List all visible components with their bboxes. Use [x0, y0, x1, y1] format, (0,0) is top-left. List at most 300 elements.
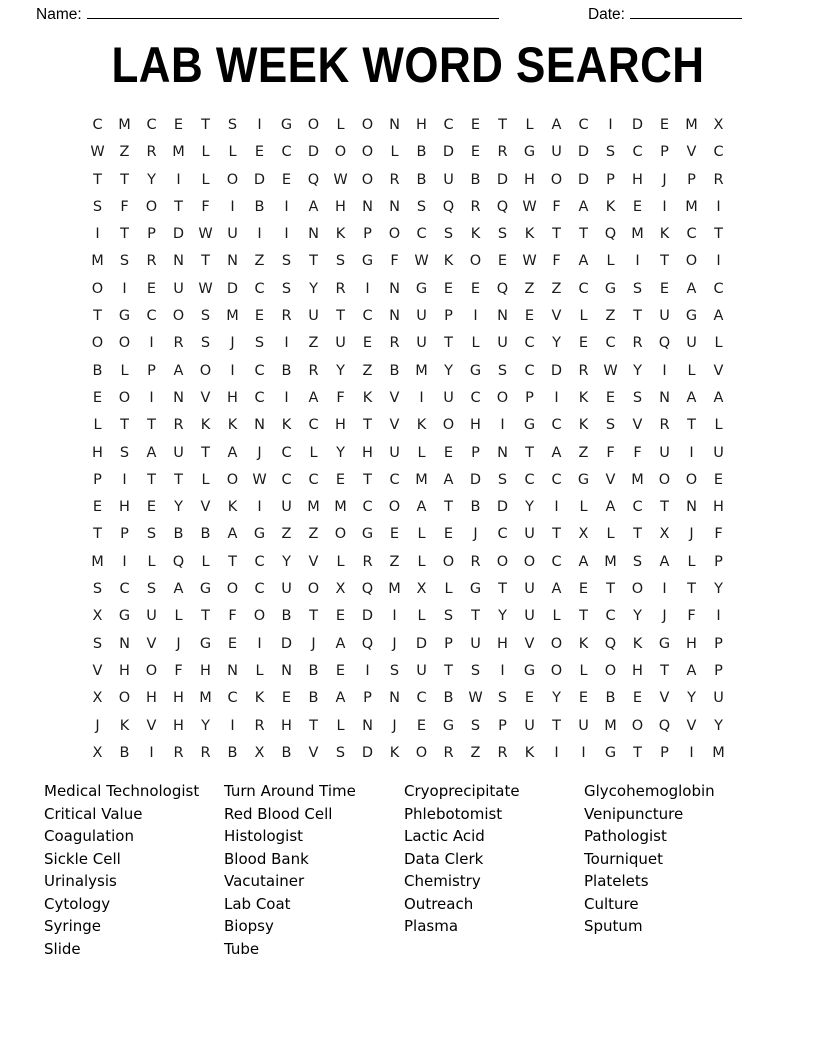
word-list-item[interactable]: Chemistry: [404, 872, 481, 890]
grid-cell[interactable]: E: [659, 117, 670, 133]
grid-cell[interactable]: C: [92, 117, 103, 133]
grid-cell[interactable]: E: [470, 117, 481, 133]
grid-cell[interactable]: A: [335, 690, 346, 707]
grid-cell[interactable]: K: [524, 744, 535, 761]
grid-cell[interactable]: T: [336, 308, 345, 325]
grid-cell[interactable]: K: [227, 417, 238, 434]
grid-cell[interactable]: K: [659, 226, 670, 243]
grid-cell[interactable]: M: [118, 117, 131, 133]
grid-cell[interactable]: L: [714, 417, 723, 434]
grid-cell[interactable]: U: [389, 444, 400, 461]
grid-cell[interactable]: P: [363, 226, 372, 243]
grid-cell[interactable]: E: [605, 389, 616, 406]
grid-cell[interactable]: L: [93, 417, 102, 434]
grid-cell[interactable]: W: [603, 362, 618, 379]
grid-cell[interactable]: N: [362, 198, 373, 215]
grid-cell[interactable]: B: [308, 690, 319, 707]
grid-cell[interactable]: T: [444, 335, 453, 352]
grid-cell[interactable]: K: [524, 226, 535, 243]
grid-cell[interactable]: F: [174, 662, 183, 679]
grid-cell[interactable]: T: [552, 717, 561, 734]
grid-cell[interactable]: I: [257, 226, 262, 243]
word-list-item[interactable]: Plasma: [404, 917, 459, 935]
grid-cell[interactable]: H: [470, 417, 481, 434]
grid-cell[interactable]: I: [554, 499, 559, 516]
word-list-item[interactable]: Tube: [224, 939, 260, 958]
word-list-item[interactable]: Vacutainer: [224, 872, 305, 890]
grid-cell[interactable]: Y: [174, 499, 183, 516]
grid-cell[interactable]: O: [253, 608, 266, 625]
grid-cell[interactable]: L: [309, 444, 318, 461]
grid-cell[interactable]: O: [604, 662, 617, 679]
grid-cell[interactable]: C: [524, 335, 535, 352]
grid-cell[interactable]: E: [578, 335, 589, 352]
grid-cell[interactable]: C: [227, 690, 238, 707]
grid-cell[interactable]: E: [632, 198, 643, 215]
grid-cell[interactable]: W: [90, 144, 105, 161]
grid-cell[interactable]: M: [685, 117, 698, 133]
grid-cell[interactable]: L: [201, 471, 210, 488]
grid-cell[interactable]: L: [201, 171, 210, 188]
grid-cell[interactable]: B: [416, 171, 427, 188]
word-list-item[interactable]: Outreach: [404, 894, 474, 913]
grid-cell[interactable]: R: [443, 744, 454, 761]
grid-cell[interactable]: H: [713, 499, 724, 516]
grid-cell[interactable]: K: [227, 499, 238, 516]
grid-cell[interactable]: C: [524, 362, 535, 379]
grid-cell[interactable]: L: [417, 608, 426, 625]
grid-cell[interactable]: I: [365, 662, 370, 679]
grid-cell[interactable]: O: [307, 581, 320, 598]
grid-cell[interactable]: O: [91, 280, 104, 297]
grid-cell[interactable]: E: [254, 308, 265, 325]
grid-cell[interactable]: Q: [658, 335, 671, 352]
grid-cell[interactable]: G: [469, 362, 482, 379]
grid-cell[interactable]: W: [252, 471, 267, 488]
grid-cell[interactable]: W: [522, 253, 537, 270]
grid-cell[interactable]: Y: [633, 362, 642, 379]
grid-cell[interactable]: L: [201, 144, 210, 161]
grid-cell[interactable]: Y: [687, 690, 696, 707]
grid-cell[interactable]: O: [307, 117, 320, 133]
grid-cell[interactable]: P: [714, 662, 723, 679]
grid-cell[interactable]: B: [281, 608, 292, 625]
grid-cell[interactable]: T: [120, 226, 129, 243]
grid-cell[interactable]: G: [442, 717, 455, 734]
grid-cell[interactable]: I: [473, 308, 478, 325]
grid-cell[interactable]: G: [658, 635, 671, 652]
word-list-item[interactable]: Lab Coat: [224, 894, 291, 913]
grid-cell[interactable]: A: [227, 526, 238, 543]
word-list-item[interactable]: Turn Around Time: [224, 782, 356, 800]
grid-cell[interactable]: I: [230, 717, 235, 734]
grid-cell[interactable]: U: [335, 335, 346, 352]
grid-cell[interactable]: I: [230, 362, 235, 379]
grid-cell[interactable]: T: [606, 581, 615, 598]
grid-cell[interactable]: L: [471, 335, 480, 352]
grid-cell[interactable]: R: [362, 553, 373, 570]
grid-cell[interactable]: A: [146, 444, 157, 461]
grid-cell[interactable]: O: [442, 417, 455, 434]
grid-cell[interactable]: G: [118, 608, 131, 625]
grid-cell[interactable]: T: [633, 308, 642, 325]
grid-cell[interactable]: L: [147, 553, 156, 570]
grid-cell[interactable]: U: [686, 335, 697, 352]
grid-cell[interactable]: E: [443, 280, 454, 297]
word-list-item[interactable]: Data Clerk: [404, 849, 484, 868]
grid-cell[interactable]: E: [659, 280, 670, 297]
word-list-item[interactable]: Platelets: [584, 872, 649, 890]
grid-cell[interactable]: O: [388, 226, 401, 243]
grid-cell[interactable]: O: [550, 171, 563, 188]
grid-cell[interactable]: I: [716, 608, 721, 625]
grid-cell[interactable]: F: [552, 198, 561, 215]
word-list-item[interactable]: Tourniquet: [584, 849, 664, 868]
grid-cell[interactable]: Y: [633, 608, 642, 625]
grid-cell[interactable]: N: [254, 417, 265, 434]
grid-cell[interactable]: B: [200, 526, 211, 543]
grid-cell[interactable]: G: [199, 581, 212, 598]
grid-cell[interactable]: J: [311, 635, 316, 652]
grid-cell[interactable]: Y: [552, 690, 561, 707]
grid-cell[interactable]: C: [632, 499, 643, 516]
grid-cell[interactable]: S: [605, 417, 616, 434]
grid-cell[interactable]: O: [118, 389, 131, 406]
grid-cell[interactable]: B: [92, 362, 103, 379]
grid-cell[interactable]: H: [281, 717, 292, 734]
grid-cell[interactable]: Y: [444, 362, 453, 379]
grid-cell[interactable]: C: [605, 335, 616, 352]
grid-cell[interactable]: Y: [147, 171, 156, 188]
grid-cell[interactable]: I: [284, 226, 289, 243]
grid-cell[interactable]: N: [389, 280, 400, 297]
grid-cell[interactable]: S: [92, 581, 103, 598]
grid-cell[interactable]: I: [392, 608, 397, 625]
grid-cell[interactable]: E: [497, 253, 508, 270]
grid-cell[interactable]: B: [308, 662, 319, 679]
grid-cell[interactable]: C: [551, 417, 562, 434]
grid-cell[interactable]: V: [713, 362, 724, 379]
grid-cell[interactable]: H: [416, 117, 427, 133]
grid-cell[interactable]: C: [146, 117, 157, 133]
grid-cell[interactable]: O: [550, 635, 563, 652]
grid-cell[interactable]: T: [525, 444, 534, 461]
grid-cell[interactable]: Q: [604, 635, 617, 652]
grid-cell[interactable]: S: [119, 253, 130, 270]
grid-cell[interactable]: Q: [172, 553, 185, 570]
grid-cell[interactable]: F: [336, 389, 345, 406]
grid-cell[interactable]: B: [470, 171, 481, 188]
grid-cell[interactable]: K: [389, 744, 400, 761]
grid-cell[interactable]: E: [713, 471, 724, 488]
grid-cell[interactable]: G: [685, 308, 698, 325]
grid-cell[interactable]: X: [578, 526, 589, 543]
grid-cell[interactable]: T: [147, 417, 156, 434]
grid-cell[interactable]: R: [146, 253, 157, 270]
word-list-item[interactable]: Histologist: [224, 827, 304, 845]
grid-cell[interactable]: B: [416, 144, 427, 161]
grid-cell[interactable]: D: [577, 144, 590, 161]
grid-cell[interactable]: C: [416, 226, 427, 243]
grid-cell[interactable]: L: [417, 444, 426, 461]
grid-cell[interactable]: J: [230, 335, 235, 352]
grid-cell[interactable]: M: [631, 471, 644, 488]
grid-cell[interactable]: O: [631, 581, 644, 598]
grid-cell[interactable]: A: [308, 198, 319, 215]
grid-cell[interactable]: I: [365, 280, 370, 297]
word-list-item[interactable]: Cryoprecipitate: [404, 782, 520, 800]
grid-cell[interactable]: S: [146, 581, 157, 598]
grid-cell[interactable]: H: [173, 690, 184, 707]
grid-cell[interactable]: C: [254, 581, 265, 598]
grid-cell[interactable]: V: [92, 662, 103, 679]
grid-cell[interactable]: N: [362, 717, 373, 734]
grid-cell[interactable]: S: [227, 117, 238, 133]
grid-cell[interactable]: Y: [714, 717, 723, 734]
date-write-line[interactable]: [630, 6, 742, 19]
grid-cell[interactable]: K: [470, 226, 481, 243]
grid-cell[interactable]: C: [362, 308, 373, 325]
grid-cell[interactable]: E: [227, 635, 238, 652]
grid-cell[interactable]: C: [254, 362, 265, 379]
grid-cell[interactable]: A: [659, 553, 670, 570]
grid-cell[interactable]: E: [524, 690, 535, 707]
grid-cell[interactable]: U: [524, 608, 535, 625]
grid-cell[interactable]: M: [415, 471, 428, 488]
grid-cell[interactable]: L: [336, 117, 345, 133]
grid-cell[interactable]: N: [389, 117, 400, 133]
grid-cell[interactable]: D: [577, 171, 590, 188]
grid-cell[interactable]: A: [578, 253, 589, 270]
grid-cell[interactable]: T: [309, 717, 318, 734]
grid-cell[interactable]: T: [687, 581, 696, 598]
grid-cell[interactable]: A: [173, 581, 184, 598]
grid-cell[interactable]: O: [118, 335, 131, 352]
grid-cell[interactable]: L: [579, 662, 588, 679]
grid-cell[interactable]: L: [687, 362, 696, 379]
grid-cell[interactable]: Y: [336, 444, 345, 461]
grid-cell[interactable]: U: [281, 499, 292, 516]
grid-cell[interactable]: L: [390, 144, 399, 161]
grid-cell[interactable]: A: [227, 444, 238, 461]
grid-cell[interactable]: E: [578, 581, 589, 598]
grid-cell[interactable]: C: [443, 117, 454, 133]
grid-cell[interactable]: L: [714, 335, 723, 352]
grid-cell[interactable]: O: [226, 581, 239, 598]
grid-cell[interactable]: L: [606, 526, 615, 543]
grid-cell[interactable]: E: [146, 499, 157, 516]
grid-cell[interactable]: R: [578, 362, 589, 379]
grid-cell[interactable]: C: [308, 471, 319, 488]
grid-cell[interactable]: A: [443, 471, 454, 488]
grid-cell[interactable]: G: [523, 662, 536, 679]
grid-cell[interactable]: A: [605, 499, 616, 516]
grid-cell[interactable]: M: [388, 581, 401, 598]
word-list-item[interactable]: Blood Bank: [224, 849, 309, 868]
grid-cell[interactable]: S: [281, 280, 292, 297]
grid-cell[interactable]: F: [201, 198, 210, 215]
grid-cell[interactable]: R: [713, 171, 724, 188]
grid-cell[interactable]: I: [419, 389, 424, 406]
grid-cell[interactable]: Z: [470, 744, 481, 761]
grid-cell[interactable]: O: [496, 553, 509, 570]
grid-cell[interactable]: G: [118, 308, 131, 325]
grid-cell[interactable]: B: [389, 362, 400, 379]
grid-cell[interactable]: V: [551, 308, 562, 325]
grid-cell[interactable]: U: [551, 144, 562, 161]
grid-cell[interactable]: I: [716, 253, 721, 270]
grid-cell[interactable]: U: [173, 280, 184, 297]
grid-cell[interactable]: C: [470, 389, 481, 406]
grid-cell[interactable]: S: [200, 308, 211, 325]
grid-cell[interactable]: R: [308, 362, 319, 379]
grid-cell[interactable]: C: [713, 280, 724, 297]
grid-cell[interactable]: A: [551, 444, 562, 461]
grid-cell[interactable]: P: [687, 171, 696, 188]
grid-cell[interactable]: T: [201, 117, 210, 133]
grid-cell[interactable]: M: [226, 308, 239, 325]
grid-cell[interactable]: E: [281, 171, 292, 188]
grid-cell[interactable]: M: [307, 499, 320, 516]
grid-cell[interactable]: W: [333, 171, 348, 188]
grid-cell[interactable]: P: [147, 362, 156, 379]
word-list-item[interactable]: Urinalysis: [44, 872, 117, 890]
grid-cell[interactable]: H: [335, 417, 346, 434]
grid-cell[interactable]: H: [92, 444, 103, 461]
grid-cell[interactable]: V: [686, 717, 697, 734]
grid-cell[interactable]: F: [606, 444, 615, 461]
grid-cell[interactable]: Y: [309, 280, 318, 297]
grid-cell[interactable]: I: [662, 198, 667, 215]
grid-cell[interactable]: I: [716, 198, 721, 215]
grid-cell[interactable]: S: [254, 335, 265, 352]
grid-cell[interactable]: W: [468, 690, 483, 707]
grid-cell[interactable]: U: [713, 690, 724, 707]
grid-cell[interactable]: C: [416, 690, 427, 707]
grid-cell[interactable]: Z: [524, 280, 535, 297]
grid-cell[interactable]: N: [497, 444, 508, 461]
word-search-grid[interactable]: [84, 112, 732, 767]
grid-cell[interactable]: E: [443, 444, 454, 461]
grid-cell[interactable]: H: [119, 662, 130, 679]
grid-cell[interactable]: Y: [525, 499, 534, 516]
grid-cell[interactable]: E: [524, 308, 535, 325]
grid-cell[interactable]: U: [416, 662, 427, 679]
grid-cell[interactable]: T: [120, 417, 129, 434]
grid-cell[interactable]: S: [470, 662, 481, 679]
grid-cell[interactable]: I: [122, 280, 127, 297]
word-list-item[interactable]: Syringe: [44, 917, 101, 935]
grid-cell[interactable]: P: [498, 717, 507, 734]
grid-cell[interactable]: S: [632, 280, 643, 297]
grid-cell[interactable]: T: [471, 608, 480, 625]
grid-cell[interactable]: F: [633, 444, 642, 461]
grid-cell[interactable]: G: [604, 280, 617, 297]
grid-cell[interactable]: U: [659, 444, 670, 461]
grid-cell[interactable]: T: [552, 526, 561, 543]
grid-cell[interactable]: D: [172, 226, 185, 243]
grid-cell[interactable]: V: [146, 635, 157, 652]
word-list-item[interactable]: Glycohemoglobin: [584, 782, 715, 800]
grid-cell[interactable]: M: [91, 553, 104, 570]
grid-cell[interactable]: J: [473, 526, 478, 543]
grid-cell[interactable]: T: [660, 253, 669, 270]
grid-cell[interactable]: M: [604, 553, 617, 570]
grid-cell[interactable]: I: [554, 389, 559, 406]
grid-cell[interactable]: J: [95, 717, 100, 734]
grid-cell[interactable]: M: [685, 198, 698, 215]
grid-cell[interactable]: U: [578, 717, 589, 734]
grid-cell[interactable]: I: [662, 362, 667, 379]
word-list-item[interactable]: Slide: [44, 939, 81, 958]
grid-cell[interactable]: W: [522, 198, 537, 215]
grid-cell[interactable]: P: [120, 526, 129, 543]
word-list-item[interactable]: Pathologist: [584, 827, 667, 845]
grid-cell[interactable]: K: [578, 389, 589, 406]
grid-cell[interactable]: S: [632, 389, 643, 406]
grid-cell[interactable]: A: [713, 308, 724, 325]
grid-cell[interactable]: V: [686, 144, 697, 161]
grid-cell[interactable]: M: [604, 717, 617, 734]
grid-cell[interactable]: R: [497, 744, 508, 761]
grid-cell[interactable]: U: [227, 226, 238, 243]
grid-cell[interactable]: J: [392, 717, 397, 734]
grid-cell[interactable]: S: [281, 253, 292, 270]
grid-cell[interactable]: W: [198, 226, 213, 243]
grid-cell[interactable]: S: [92, 198, 103, 215]
grid-cell[interactable]: S: [335, 253, 346, 270]
grid-cell[interactable]: P: [363, 690, 372, 707]
grid-cell[interactable]: C: [551, 471, 562, 488]
grid-cell[interactable]: I: [284, 389, 289, 406]
grid-cell[interactable]: X: [335, 581, 346, 598]
grid-cell[interactable]: C: [389, 471, 400, 488]
grid-cell[interactable]: H: [632, 171, 643, 188]
grid-cell[interactable]: G: [577, 471, 590, 488]
grid-cell[interactable]: I: [500, 417, 505, 434]
grid-cell[interactable]: L: [120, 362, 129, 379]
grid-cell[interactable]: F: [390, 253, 399, 270]
grid-cell[interactable]: R: [254, 717, 265, 734]
grid-cell[interactable]: N: [389, 308, 400, 325]
grid-cell[interactable]: X: [92, 744, 103, 761]
grid-cell[interactable]: T: [498, 117, 507, 133]
grid-cell[interactable]: K: [200, 417, 211, 434]
grid-cell[interactable]: E: [389, 526, 400, 543]
grid-cell[interactable]: H: [524, 171, 535, 188]
grid-cell[interactable]: V: [200, 389, 211, 406]
grid-cell[interactable]: M: [631, 226, 644, 243]
grid-cell[interactable]: S: [443, 226, 454, 243]
grid-cell[interactable]: P: [471, 444, 480, 461]
grid-cell[interactable]: G: [253, 526, 266, 543]
word-list-item[interactable]: Coagulation: [44, 827, 134, 845]
grid-cell[interactable]: C: [308, 417, 319, 434]
grid-cell[interactable]: O: [442, 553, 455, 570]
grid-cell[interactable]: T: [309, 253, 318, 270]
grid-cell[interactable]: E: [173, 117, 184, 133]
grid-cell[interactable]: O: [361, 171, 374, 188]
grid-cell[interactable]: Z: [254, 253, 265, 270]
grid-cell[interactable]: O: [118, 690, 131, 707]
grid-cell[interactable]: O: [415, 744, 428, 761]
grid-cell[interactable]: O: [226, 171, 239, 188]
grid-cell[interactable]: H: [632, 662, 643, 679]
grid-cell[interactable]: I: [149, 744, 154, 761]
grid-cell[interactable]: P: [93, 471, 102, 488]
grid-cell[interactable]: K: [578, 417, 589, 434]
name-write-line[interactable]: [87, 6, 499, 19]
